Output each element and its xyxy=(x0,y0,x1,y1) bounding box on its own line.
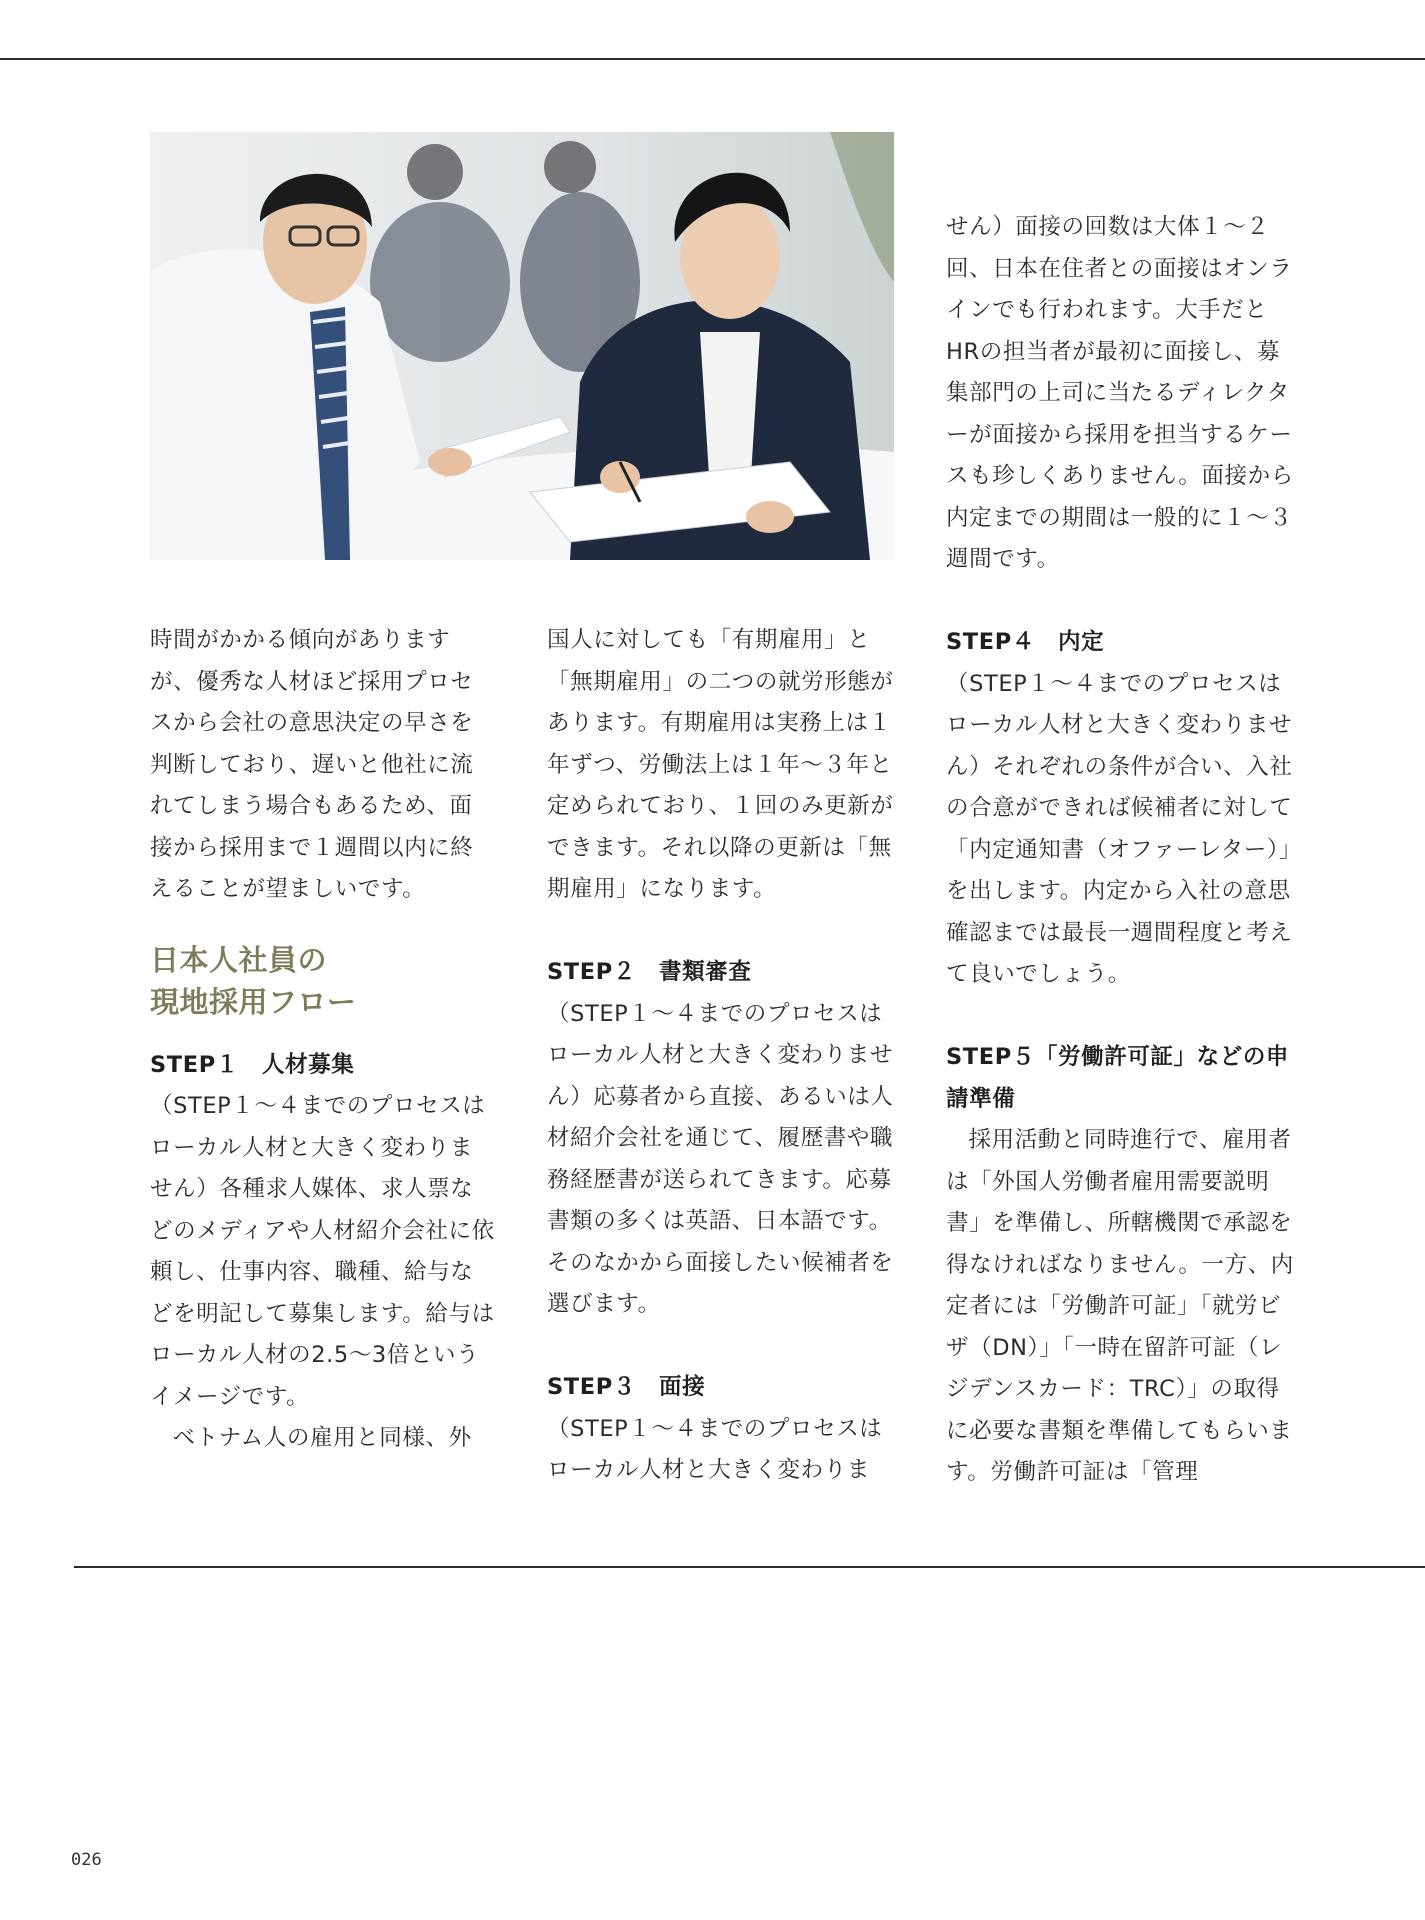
section-title-line1: 日本人社員の xyxy=(150,942,328,977)
column-2 xyxy=(547,620,897,1492)
step3-text: （STEP１～４までのプロセスはローカル人材と大きく変わりま xyxy=(547,1415,883,1483)
step1-text-continued: ベトナム人の雇用と同様、外 xyxy=(172,1425,472,1451)
column2-paragraph: 国人に対しても「有期雇用」と「無期雇用」の二つの就労形態があります。有期雇用は実務上は１年ずつ、労働法上は１年～３年と定められており、１回のみ更新ができます。それ以降の更新は「無期雇用」になります。 xyxy=(547,627,894,902)
column3-paragraph: せん）面接の回数は大体１～２回、日本在住者との面接はオンラインでも行われます。大手だとHRの担当者が最初に面接し、募集部門の上司に当たるディレクターが面接から採用を担当するケースも珍しくありません。面接から内定までの期間は一般的に１～３週間です。 xyxy=(946,214,1294,572)
step4-heading: STEP４ 内定 xyxy=(946,629,1105,655)
page-number: 026 xyxy=(71,1850,102,1870)
step1-heading: STEP１ 人材募集 xyxy=(150,1051,355,1078)
step1-text: （STEP１～４までのプロセスはローカル人材と大きく変わりません）各種求人媒体、求人票などのメディアや人材紹介会社に依頼し、仕事内容、職種、給与などを明記して募集します。給与はローカル人材の2.5～3倍というイメージです。 xyxy=(150,1093,495,1410)
column1-paragraph: 時間がかかる傾向がありますが、優秀な人材ほど採用プロセスから会社の意思決定の早さを判断しており、遅いと他社に流れてしまう場合もあるため、面接から採用まで１週間以内に終えることが望ましいです。 xyxy=(150,627,474,902)
top-rule xyxy=(0,58,1425,60)
column-3 xyxy=(946,207,1296,1494)
step3-heading: STEP３ 面接 xyxy=(547,1374,706,1400)
step2-text: （STEP１～４までのプロセスはローカル人材と大きく変わりません）応募者から直接、あるいは人材紹介会社を通じて、履歴書や職務経歴書が送られてきます。応募書類の多くは英語、日本語です。そのなかから面接したい候補者を選びます。 xyxy=(547,1000,894,1317)
step5-heading: STEP５「労働許可証」などの申請準備 xyxy=(946,1044,1290,1112)
section-title xyxy=(150,939,495,1023)
interview-photo-illustration xyxy=(150,132,894,560)
step5-text: 採用活動と同時進行で、雇用者は「外国人労働者雇用需要説明書」を準備し、所轄機関で承認を得なければなりません。一方、内定者には「労働許可証」「就労ビザ（DN）」「一時在留許可証（レジデンスカード：TRC）」の取得に必要な書類を準備してもらいます。労働許可証は「管理 xyxy=(946,1127,1294,1485)
section-title-line2: 現地採用フロー xyxy=(150,984,357,1019)
interview-photo xyxy=(150,132,894,560)
step2-heading: STEP２ 書類審査 xyxy=(547,959,752,985)
column-1 xyxy=(150,620,495,1460)
step4-text: （STEP１～４までのプロセスはローカル人材と大きく変わりません）それぞれの条件が合い、入社の合意ができれば候補者に対して「内定通知書（オファーレター）」を出します。内定から入社の意思確認までは最長一週間程度と考えて良いでしょう。 xyxy=(946,670,1293,987)
bottom-rule xyxy=(74,1566,1425,1568)
